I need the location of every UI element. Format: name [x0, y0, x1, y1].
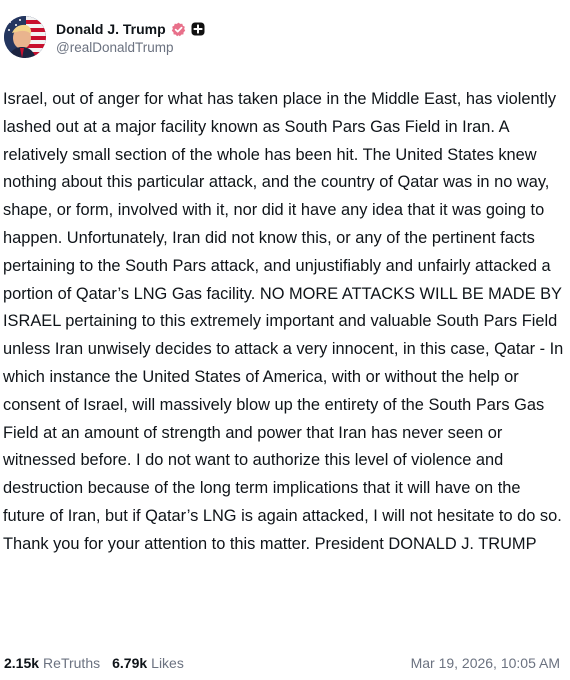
plus-badge-icon: [191, 22, 205, 36]
author-handle[interactable]: @realDonaldTrump: [56, 40, 174, 55]
likes-stat[interactable]: [112, 655, 184, 671]
post-text: Israel, out of anger for what has taken place in the Middle East, has violently lashed out at a major facility known as South Pars Gas Field in Iran. A relatively small section of the whole has been hit. The United States knew nothing about this particular attack, and the country of Qatar was in no way, shape, or form, involved with it, nor did it have any idea that it was going to happen. Unfortunately, Iran did not know this, or any of the pertinent facts pertaining to the South Pars attack, and unjustifiably and unfairly attacked a portion of Qatar’s LNG Gas facility. NO MORE ATTACKS WILL BE MADE BY ISRAEL pertaining to this extremely important and valuable South Pars Field unless Iran unwisely decides to attack a very innocent, in this case, Qatar - In which instance the United States of America, with or without the help or consent of Israel, will massively blow up the entirety of the South Pars Gas Field at an amount of strength and power that Iran has never seen or witnessed before. I do not want to authorize this level of violence and destruction because of the long term implications that it will have on the future of Iran, but if Qatar’s LNG is again attacked, I will not hesitate to do so. Thank you for your attention to this matter. President DONALD J. TRUMP: [3, 90, 564, 553]
post-timestamp[interactable]: Mar 19, 2026, 10:05 AM: [410, 655, 560, 671]
avatar[interactable]: [4, 16, 46, 58]
post-header: [4, 14, 205, 60]
author-names: [56, 19, 205, 55]
name-row: [56, 19, 205, 39]
likes-count: 6.79k: [112, 655, 148, 671]
likes-label: Likes: [151, 655, 184, 671]
retruths-stat[interactable]: [4, 655, 100, 671]
verified-badge-icon: [171, 22, 186, 37]
author-display-name[interactable]: Donald J. Trump: [56, 21, 166, 37]
retruths-count: 2.15k: [4, 655, 40, 671]
retruths-label: ReTruths: [43, 655, 101, 671]
post-footer: [4, 652, 560, 674]
post-stats: [4, 655, 184, 671]
